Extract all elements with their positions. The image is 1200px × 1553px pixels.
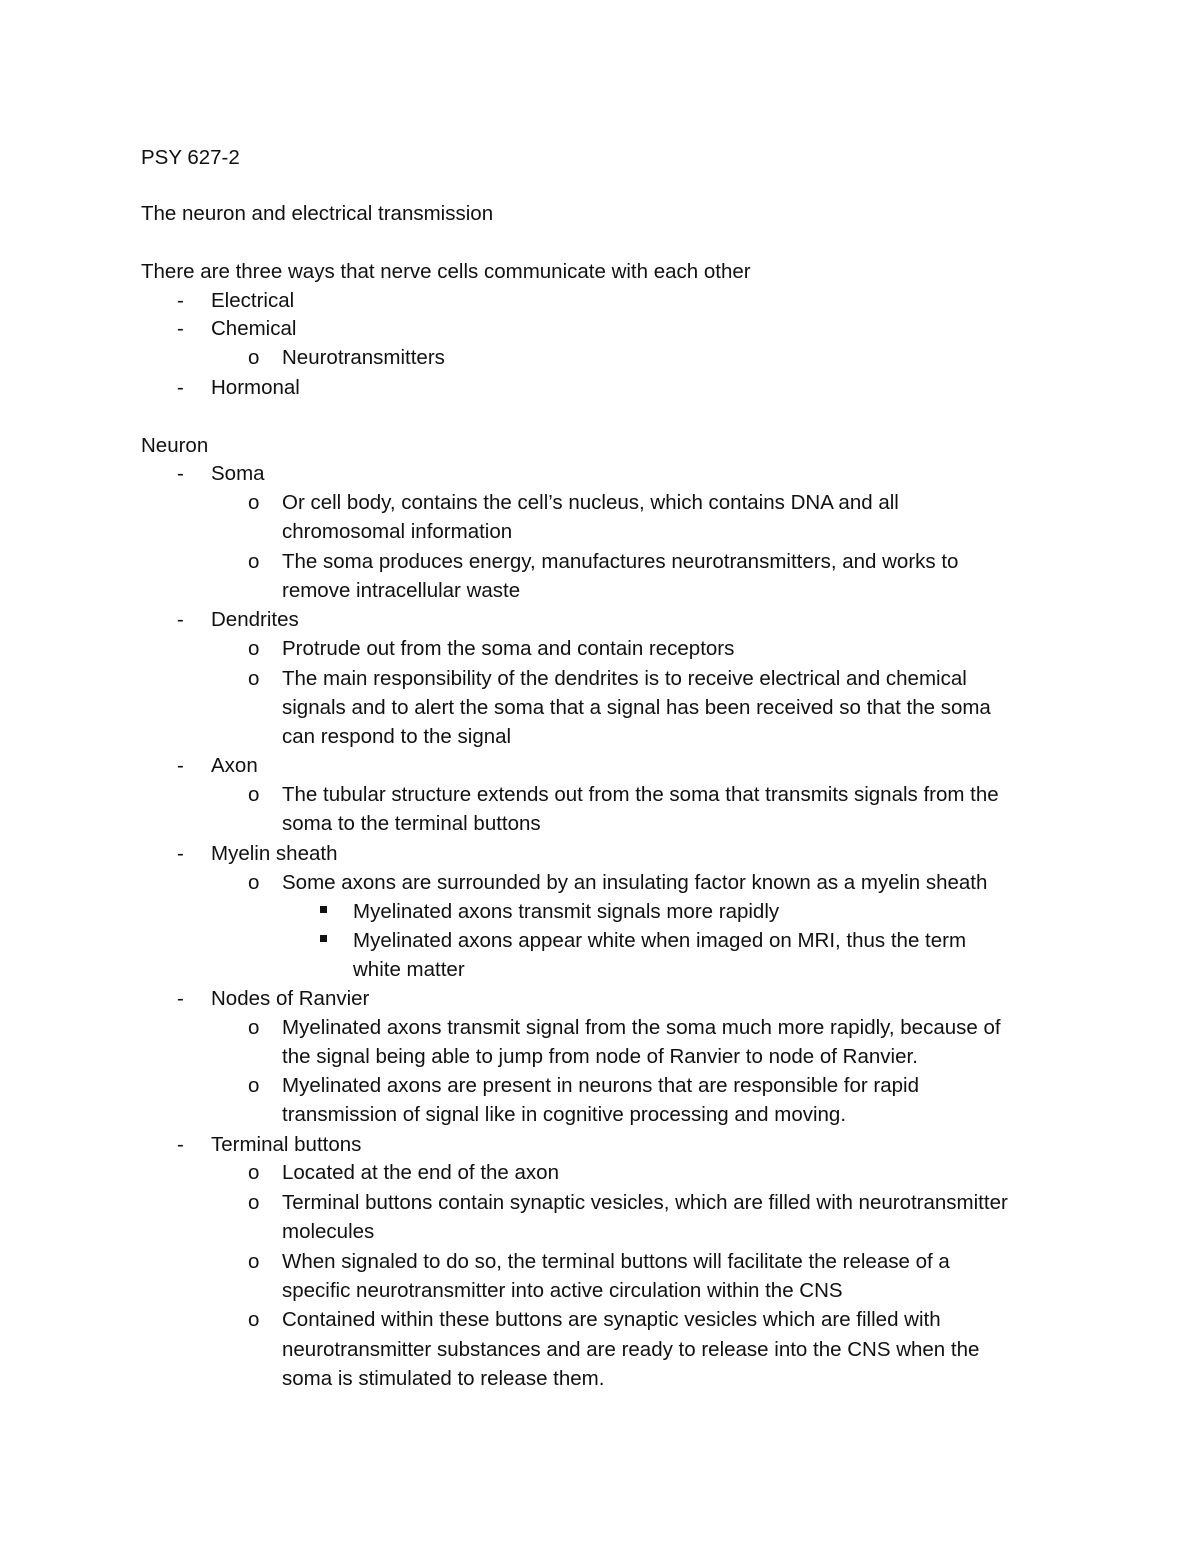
- dash-marker: -: [177, 289, 184, 312]
- nodes-label: Nodes of Ranvier: [211, 987, 370, 1010]
- dash-marker: -: [177, 462, 184, 485]
- nodes-point-line: transmission of signal like in cognitive processing and moving.: [282, 1103, 847, 1126]
- terminal-label: Terminal buttons: [211, 1133, 362, 1156]
- soma-point-line: Or cell body, contains the cell’s nucleus, which contains DNA and all: [282, 491, 899, 514]
- myelin-subpoint-line: Myelinated axons appear white when imaged on MRI, thus the term: [353, 929, 967, 952]
- list-item-neurotransmitters: Neurotransmitters: [282, 346, 445, 369]
- square-bullet: [320, 935, 327, 942]
- nodes-point-line: Myelinated axons transmit signal from the soma much more rapidly, because of: [282, 1016, 1001, 1039]
- circle-marker: o: [248, 491, 260, 514]
- course-code: PSY 627-2: [141, 146, 240, 169]
- nodes-point-line: Myelinated axons are present in neurons that are responsible for rapid: [282, 1074, 920, 1097]
- axon-label: Axon: [211, 754, 258, 777]
- circle-marker: o: [248, 1308, 260, 1331]
- dash-marker: -: [177, 376, 184, 399]
- myelin-point-line: Some axons are surrounded by an insulating factor known as a myelin sheath: [282, 871, 988, 894]
- dash-marker: -: [177, 987, 184, 1010]
- circle-marker: o: [248, 1161, 260, 1184]
- dendrites-point-line: can respond to the signal: [282, 725, 512, 748]
- dash-marker: -: [177, 608, 184, 631]
- dash-marker: -: [177, 754, 184, 777]
- axon-point-line: The tubular structure extends out from the soma that transmits signals from the: [282, 783, 999, 806]
- dendrites-point-line: signals and to alert the soma that a signal has been received so that the soma: [282, 696, 991, 719]
- dash-marker: -: [177, 1133, 184, 1156]
- dash-marker: -: [177, 842, 184, 865]
- soma-point-line: The soma produces energy, manufactures neurotransmitters, and works to: [282, 550, 959, 573]
- terminal-point-line: neurotransmitter substances and are ready to release into the CNS when the: [282, 1338, 980, 1361]
- square-bullet: [320, 906, 327, 913]
- list-item-hormonal: Hormonal: [211, 376, 300, 399]
- terminal-point-line: specific neurotransmitter into active circulation within the CNS: [282, 1279, 843, 1302]
- circle-marker: o: [248, 1250, 260, 1273]
- soma-point-line: chromosomal information: [282, 520, 513, 543]
- dendrites-label: Dendrites: [211, 608, 299, 631]
- dash-marker: -: [177, 317, 184, 340]
- myelin-subpoint-line: Myelinated axons transmit signals more rapidly: [353, 900, 780, 923]
- terminal-point-line: Contained within these buttons are synaptic vesicles which are filled with: [282, 1308, 941, 1331]
- terminal-point-line: soma is stimulated to release them.: [282, 1367, 605, 1390]
- circle-marker: o: [248, 667, 260, 690]
- circle-marker: o: [248, 637, 260, 660]
- intro-text: There are three ways that nerve cells communicate with each other: [141, 260, 751, 283]
- circle-marker: o: [248, 346, 260, 369]
- soma-point-line: remove intracellular waste: [282, 579, 521, 602]
- list-item-electrical: Electrical: [211, 289, 295, 312]
- soma-label: Soma: [211, 462, 265, 485]
- axon-point-line: soma to the terminal buttons: [282, 812, 541, 835]
- circle-marker: o: [248, 871, 260, 894]
- dendrites-point-line: Protrude out from the soma and contain receptors: [282, 637, 735, 660]
- nodes-point-line: the signal being able to jump from node of Ranvier to node of Ranvier.: [282, 1045, 918, 1068]
- circle-marker: o: [248, 1191, 260, 1214]
- myelin-label: Myelin sheath: [211, 842, 338, 865]
- document-title: The neuron and electrical transmission: [141, 202, 494, 225]
- circle-marker: o: [248, 1074, 260, 1097]
- neuron-heading: Neuron: [141, 434, 209, 457]
- circle-marker: o: [248, 783, 260, 806]
- dendrites-point-line: The main responsibility of the dendrites is to receive electrical and chemical: [282, 667, 967, 690]
- terminal-point-line: Located at the end of the axon: [282, 1161, 559, 1184]
- myelin-subpoint-line: white matter: [353, 958, 465, 981]
- list-item-chemical: Chemical: [211, 317, 297, 340]
- circle-marker: o: [248, 550, 260, 573]
- terminal-point-line: Terminal buttons contain synaptic vesicles, which are filled with neurotransmitter: [282, 1191, 1008, 1214]
- circle-marker: o: [248, 1016, 260, 1039]
- terminal-point-line: molecules: [282, 1220, 375, 1243]
- terminal-point-line: When signaled to do so, the terminal buttons will facilitate the release of a: [282, 1250, 950, 1273]
